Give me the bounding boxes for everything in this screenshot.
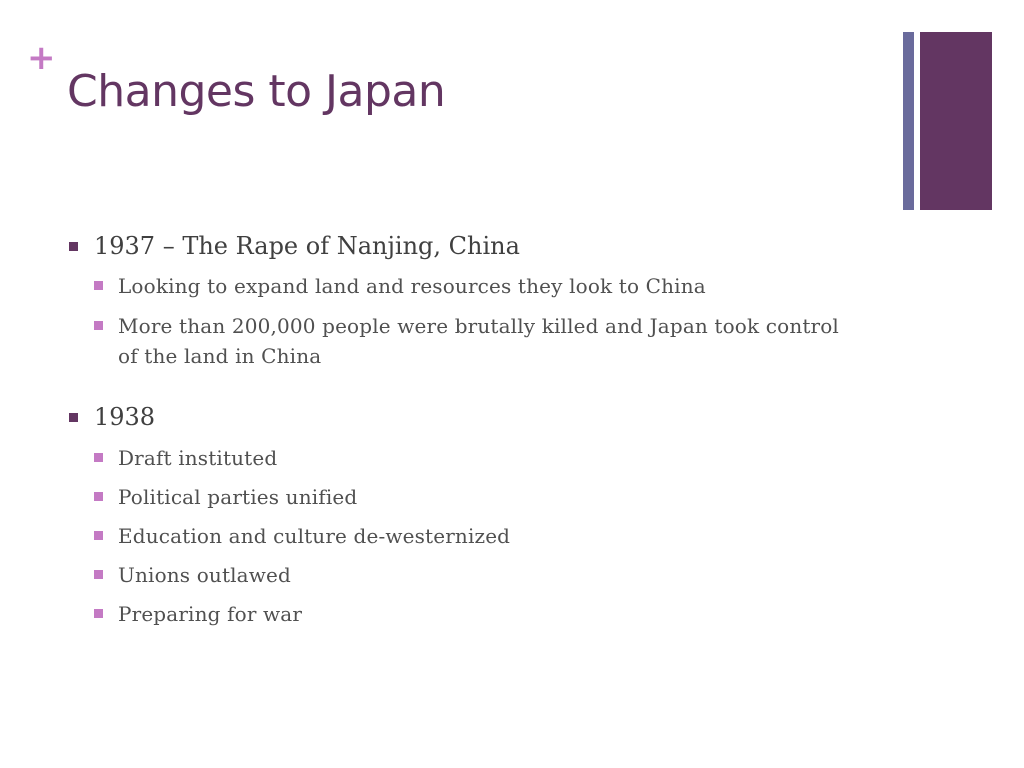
plus-decoration-icon: +: [27, 38, 56, 78]
sub-bullet: [94, 599, 302, 629]
square-bullet-icon: [69, 413, 78, 422]
sub-bullet-text: Looking to expand land and resources they look to China: [118, 274, 706, 298]
square-bullet-icon: [94, 531, 103, 540]
sub-bullet-text: Political parties unified: [118, 485, 358, 509]
slide-title: Changes to Japan: [67, 66, 446, 117]
sub-bullet: [94, 443, 277, 473]
square-bullet-icon: [94, 570, 103, 579]
bullet-text: 1938: [94, 403, 156, 431]
square-bullet-icon: [94, 453, 103, 462]
bullet-1938: [69, 401, 155, 433]
sub-bullet-text: Preparing for war: [118, 602, 303, 626]
sub-bullet-text: Unions outlawed: [118, 563, 291, 587]
sub-bullet: [94, 560, 291, 590]
square-bullet-icon: [69, 242, 78, 251]
accent-bar-thick: [920, 32, 992, 210]
square-bullet-icon: [94, 321, 103, 330]
square-bullet-icon: [94, 281, 103, 290]
square-bullet-icon: [94, 609, 103, 618]
sub-bullet-text: More than 200,000 people were brutally killed and Japan took control of the land in China: [118, 314, 839, 368]
sub-bullet: [94, 521, 510, 551]
sub-bullet: [94, 482, 357, 512]
sub-bullet: [94, 271, 706, 301]
bullet-1937: [69, 230, 520, 262]
sub-bullet: [94, 311, 858, 371]
sub-bullet-text: Draft instituted: [118, 446, 278, 470]
square-bullet-icon: [94, 492, 103, 501]
accent-bar-thin: [903, 32, 914, 210]
sub-bullet-text: Education and culture de-westernized: [118, 524, 511, 548]
bullet-text: 1937 – The Rape of Nanjing, China: [94, 232, 520, 260]
